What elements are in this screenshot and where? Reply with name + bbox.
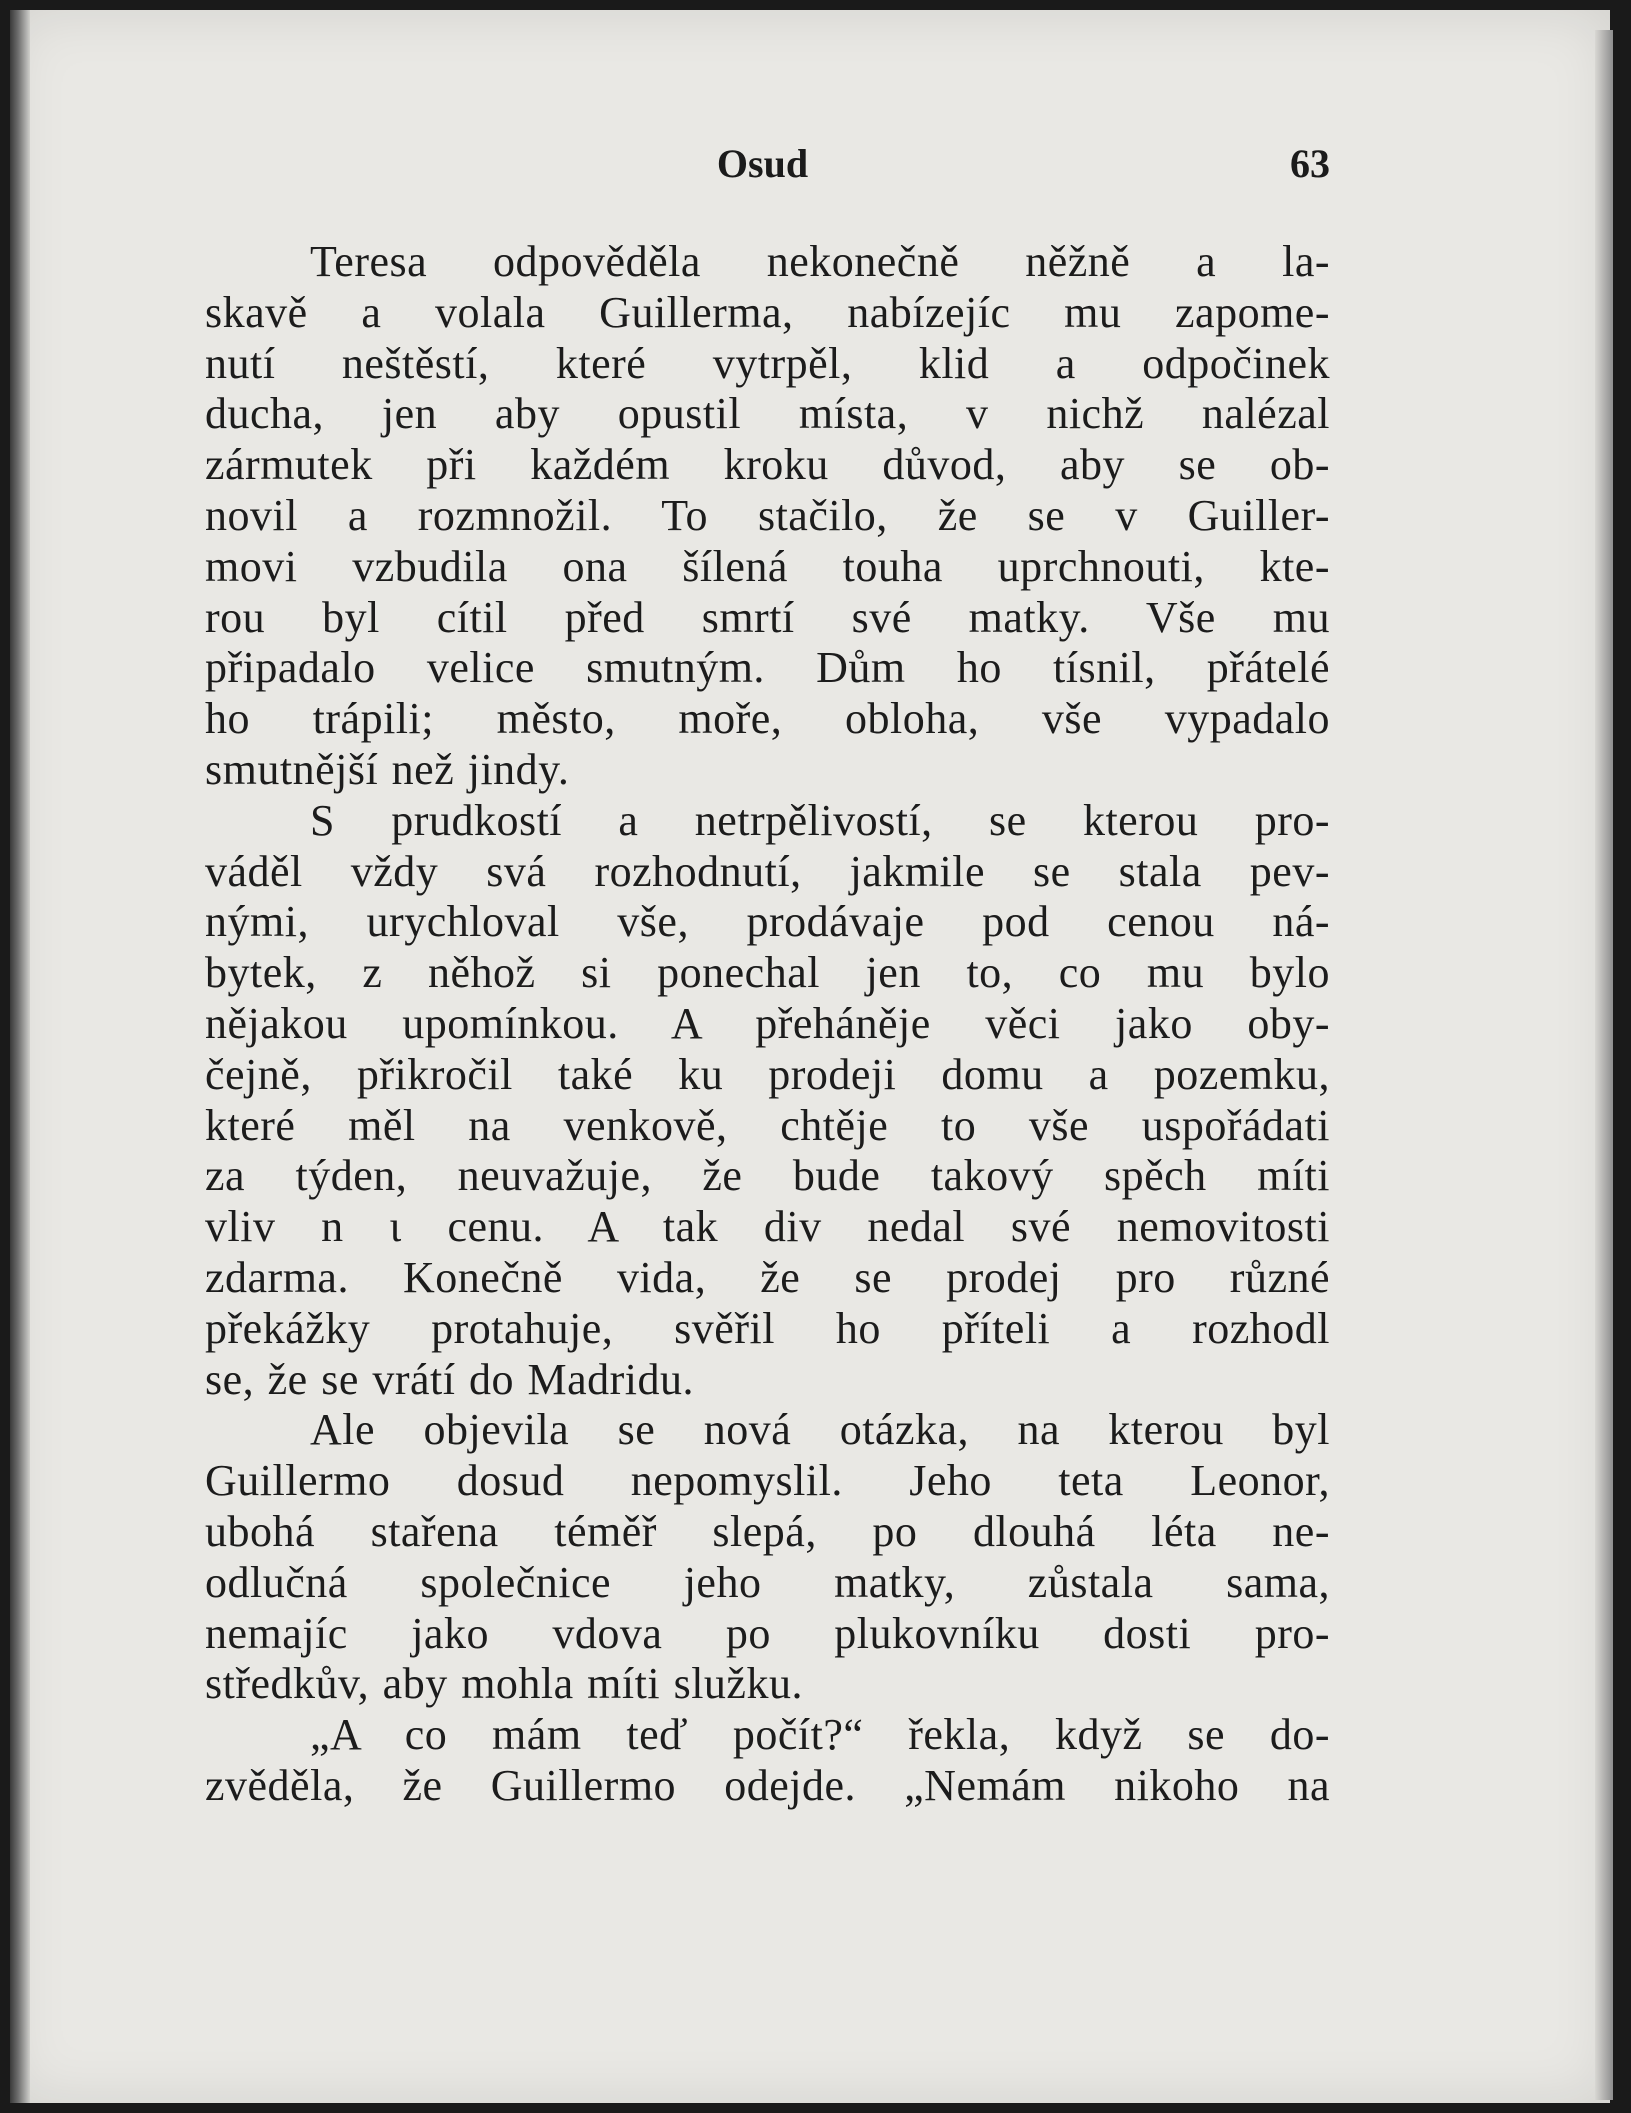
page-header bbox=[195, 140, 1330, 190]
page-binding-edge bbox=[10, 10, 30, 2103]
text-line: „A co mám teď počít?“ řekla, když se do- bbox=[310, 1710, 1330, 1760]
text-line: nějakou upomínkou. A přeháněje věci jako oby- bbox=[205, 998, 1330, 1048]
text-line: ducha, jen aby opustil místa, v nichž nalézal bbox=[205, 389, 1330, 439]
text-line: odlučná společnice jeho matky, zůstala sama, bbox=[205, 1557, 1330, 1607]
text-line: nými, urychloval vše, prodávaje pod cenou ná- bbox=[205, 897, 1330, 947]
text-line: novil a rozmnožil. To stačilo, že se v Guiller- bbox=[205, 490, 1330, 540]
text-line: nemajíc jako vdova po plukovníku dosti pro- bbox=[205, 1608, 1330, 1658]
text-line: skavě a volala Guillerma, nabízejíc mu zapome- bbox=[205, 287, 1330, 337]
text-line: připadalo velice smutným. Dům ho tísnil, přátelé bbox=[205, 643, 1330, 693]
text-line: se, že se vrátí do Madridu. bbox=[205, 1354, 695, 1404]
running-title: Osud bbox=[716, 141, 809, 186]
text-line: překážky protahuje, svěřil ho příteli a rozhodl bbox=[205, 1303, 1330, 1353]
text-line: zdarma. Konečně vida, že se prodej pro různé bbox=[205, 1252, 1330, 1302]
text-line: vliv n ι cenu. A tak div nedal své nemovitosti bbox=[205, 1202, 1330, 1252]
text-line: čejně, přikročil také ku prodeji domu a pozemku, bbox=[205, 1049, 1330, 1099]
page-number: 63 bbox=[1290, 141, 1330, 186]
page-right-edge bbox=[1595, 30, 1613, 2100]
text-line: ubohá stařena téměř slepá, po dlouhá léta ne- bbox=[205, 1506, 1330, 1556]
text-line: Ale objevila se nová otázka, na kterou byl bbox=[310, 1405, 1330, 1455]
body-text bbox=[205, 237, 1330, 1812]
text-line: zármutek při každém kroku důvod, aby se ob- bbox=[205, 440, 1330, 490]
text-line: movi vzbudila ona šílená touha uprchnouti, kte- bbox=[205, 541, 1330, 591]
text-line: S prudkostí a netrpělivostí, se kterou pro- bbox=[310, 795, 1330, 845]
text-line: za týden, neuvažuje, že bude takový spěch míti bbox=[205, 1151, 1330, 1201]
text-line: zvěděla, že Guillermo odejde. „Nemám nikoho na bbox=[205, 1760, 1330, 1810]
text-line: nutí neštěstí, které vytrpěl, klid a odpočinek bbox=[205, 338, 1330, 388]
text-line: bytek, z něhož si ponechal jen to, co mu bylo bbox=[205, 948, 1330, 998]
text-line: ho trápili; město, moře, obloha, vše vypadalo bbox=[205, 694, 1330, 744]
text-line: Guillermo dosud nepomyslil. Jeho teta Leonor, bbox=[205, 1456, 1330, 1506]
text-line: středkův, aby mohla míti služku. bbox=[205, 1659, 803, 1709]
text-line: které měl na venkově, chtěje to vše uspořádati bbox=[205, 1100, 1330, 1150]
text-line: rou byl cítil před smrtí své matky. Vše mu bbox=[205, 592, 1330, 642]
text-line: váděl vždy svá rozhodnutí, jakmile se stala pev- bbox=[205, 846, 1330, 896]
text-line: Teresa odpověděla nekonečně něžně a la- bbox=[310, 237, 1330, 286]
text-line: smutnější než jindy. bbox=[205, 744, 570, 794]
